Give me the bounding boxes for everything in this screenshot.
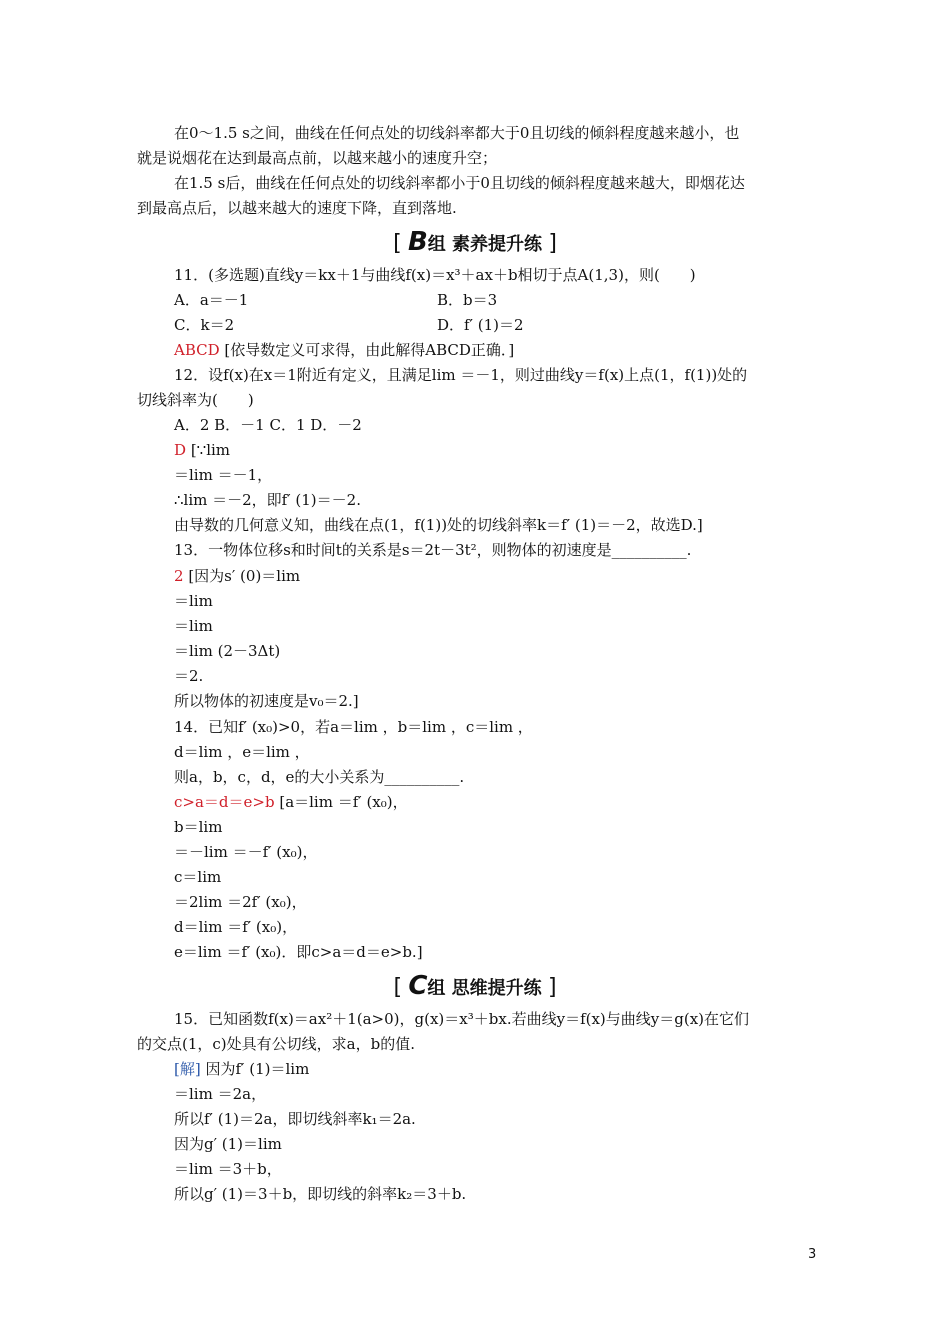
section-c-header [0, 971, 950, 1001]
intro-line-4: 到最高点后，以越来越大的速度下降，直到落地. [137, 199, 457, 217]
q15-step-3: 所以f′ (1)＝2a，即切线斜率k₁＝2a. [174, 1110, 416, 1128]
q11-explanation: [依导数定义可求得，由此解得ABCD正确．] [224, 341, 515, 359]
q14-step-1: [a＝lim ＝f′ (x₀)， [279, 793, 408, 811]
q15-step-5: ＝lim ＝3＋b， [174, 1160, 282, 1178]
q11-solution [174, 340, 514, 360]
q14-answer: c>a＝d＝e>b [174, 793, 275, 811]
q14-stem-line-2: d＝lim ，e＝lim ， [174, 743, 310, 761]
section-c-bracket-open: [ [393, 975, 403, 1000]
q15-step-2: ＝lim ＝2a， [174, 1085, 267, 1103]
q12-stem-line-1: 12．设f(x)在x＝1附近有定义，且满足lim ＝－1，则过曲线y＝f(x)上点(1，f(1))处的 [174, 366, 748, 384]
q12-solution-line-1 [174, 440, 230, 460]
q13-step-2: ＝lim [174, 592, 213, 610]
q12-step-3: ∴lim ＝－2，即f′ (1)＝－2. [174, 491, 361, 509]
q14-stem-line-3: 则a，b，c，d，e的大小关系为__________. [174, 768, 465, 786]
q14-step-5: ＝2lim ＝2f′ (x₀)， [174, 893, 307, 911]
q11-option-a: A．a＝－1 [174, 291, 249, 309]
section-c-letter: C [408, 971, 428, 1001]
section-b-bracket-close: ] [548, 231, 557, 256]
page-number: 3 [808, 1247, 817, 1262]
q13-step-4: ＝lim (2－3Δt) [174, 642, 281, 660]
q15-solution-tag: [解] [174, 1060, 201, 1078]
section-b-bracket-open: [ [393, 231, 402, 256]
q14-step-4: c＝lim [174, 868, 222, 886]
q13-answer: 2 [174, 567, 184, 585]
q14-solution-line-1 [174, 792, 408, 812]
section-b-header [0, 227, 950, 257]
q15-step-1: 因为f′ (1)＝lim [205, 1060, 310, 1078]
q12-step-2: ＝lim ＝－1， [174, 466, 273, 484]
q11-option-d: D．f′ (1)＝2 [437, 316, 524, 334]
q13-solution-line-1 [174, 566, 300, 586]
intro-line-1: 在0～1.5 s之间，曲线在任何点处的切线斜率都大于0且切线的倾斜程度越来越小，也 [174, 124, 740, 142]
q12-options: A．2 B．－1 C．1 D．－2 [174, 416, 362, 434]
q14-step-6: d＝lim ＝f′ (x₀)， [174, 918, 298, 936]
section-b-title: 组 素养提升练 [427, 234, 543, 255]
q15-step-6: 所以g′ (1)＝3＋b，即切线的斜率k₂＝3＋b. [174, 1185, 467, 1203]
intro-line-2: 就是说烟花在达到最高点前，以越来越小的速度升空； [137, 149, 498, 167]
q15-stem-line-1: 15．已知函数f(x)＝ax²＋1(a>0)，g(x)＝x³＋bx.若曲线y＝f(x)与曲线y＝g(x)在它们 [174, 1010, 750, 1028]
q12-stem-line-2: 切线斜率为( ) [137, 391, 254, 409]
q11-stem: 11．(多选题)直线y＝kx＋1与曲线f(x)＝x³＋ax＋b相切于点A(1,3)，则( ) [174, 266, 696, 284]
q11-option-c: C．k＝2 [174, 316, 235, 334]
q15-solution-line-1 [174, 1059, 309, 1079]
q14-stem-line-1: 14．已知f′ (x₀)>0，若a＝lim ，b＝lim ，c＝lim ， [174, 718, 533, 736]
q11-answer: ABCD [174, 341, 220, 359]
intro-line-3: 在1.5 s后，曲线在任何点处的切线斜率都小于0且切线的倾斜程度越来越大，即烟花达 [174, 174, 745, 192]
q12-answer: D [174, 441, 187, 459]
q11-option-b: B．b＝3 [437, 291, 498, 309]
q13-step-6: 所以物体的初速度是v₀＝2.] [174, 692, 359, 710]
q14-step-7: e＝lim ＝f′ (x₀)．即c>a＝d＝e>b.] [174, 943, 423, 961]
q15-stem-line-2: 的交点(1，c)处具有公切线，求a，b的值. [137, 1035, 415, 1053]
q14-step-3: ＝－lim ＝－f′ (x₀)， [174, 843, 318, 861]
section-c-bracket-close: ] [547, 975, 557, 1000]
q14-step-2: b＝lim [174, 818, 223, 836]
q15-step-4: 因为g′ (1)＝lim [174, 1135, 282, 1153]
q12-step-1: [∵lim [190, 441, 231, 459]
q13-step-1: [因为s′ (0)＝lim [188, 567, 301, 585]
section-b-letter: B [407, 227, 428, 257]
q12-step-4: 由导数的几何意义知，曲线在点(1，f(1))处的切线斜率k＝f′ (1)＝－2，故选D.] [174, 516, 703, 534]
q13-step-3: ＝lim [174, 617, 213, 635]
q13-stem: 13．一物体位移s和时间t的关系是s＝2t－3t²，则物体的初速度是__________. [174, 541, 692, 559]
q13-step-5: ＝2. [174, 667, 204, 685]
section-c-title: 组 思维提升练 [427, 978, 542, 999]
